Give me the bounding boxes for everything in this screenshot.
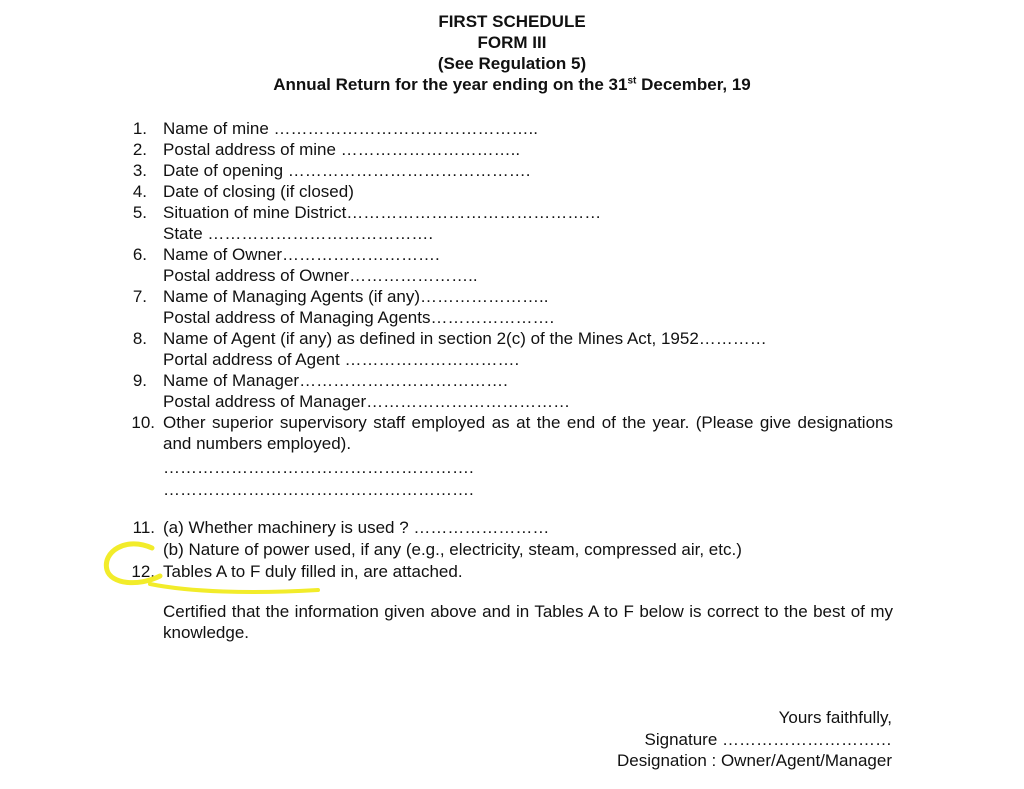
item-number: 8. bbox=[132, 329, 147, 348]
return-title-suffix: December, 19 bbox=[636, 75, 751, 94]
item-text: Postal address of Manager……………………………… bbox=[163, 392, 571, 411]
item-text: State …………………………………. bbox=[163, 224, 434, 243]
item-text: Name of Agent (if any) as defined in section 2(c) of the Mines Act, 1952………… bbox=[163, 329, 767, 348]
item-12-text: Tables A to F duly filled in, are attached. bbox=[163, 562, 463, 581]
return-title-sup: st bbox=[627, 75, 637, 87]
item-number: 4. bbox=[132, 182, 147, 201]
regulation-heading: (See Regulation 5) bbox=[437, 54, 587, 73]
item-text: Postal address of Owner………………….. bbox=[163, 266, 478, 285]
item-text: Postal address of mine ………………………….. bbox=[163, 140, 521, 159]
designation-line: Designation : Owner/Agent/Manager bbox=[617, 751, 892, 770]
item-text: Name of Manager………………………………. bbox=[163, 371, 508, 390]
form-heading: FORM III bbox=[477, 33, 547, 52]
return-title bbox=[0, 74, 1024, 95]
highlight-underline-mark bbox=[150, 584, 318, 592]
item-10-blank-2: ………………………………………………. bbox=[163, 480, 474, 499]
item-11a-text: (a) Whether machinery is used ? …………………… bbox=[163, 518, 550, 537]
item-number-10: 10. bbox=[131, 413, 155, 432]
item-number: 9. bbox=[132, 371, 147, 390]
item-text: Date of closing (if closed) bbox=[163, 182, 354, 201]
certification-text: Certified that the information given above and in Tables A to F below is correct to the best of my knowledge. bbox=[163, 602, 893, 642]
item-text: Postal address of Managing Agents…………………. bbox=[163, 308, 555, 327]
schedule-heading: FIRST SCHEDULE bbox=[438, 12, 586, 31]
item-text: Name of Owner………………………. bbox=[163, 245, 440, 264]
item-number-12: 12. bbox=[131, 562, 155, 581]
item-text: Situation of mine District……………………………………… bbox=[163, 203, 602, 222]
item-10-text: Other superior supervisory staff employed as at the end of the year. (Please give designations and numbers employed). bbox=[163, 413, 893, 453]
item-number: 3. bbox=[132, 161, 147, 180]
item-number: 7. bbox=[132, 287, 147, 306]
item-text: Name of mine ……………………………………….. bbox=[163, 119, 538, 138]
item-text: Name of Managing Agents (if any)………………….. bbox=[163, 287, 549, 306]
item-number: 1. bbox=[132, 119, 147, 138]
yours-faithfully: Yours faithfully, bbox=[778, 708, 892, 727]
item-number: 2. bbox=[132, 140, 147, 159]
item-10-blank-1: ………………………………………………. bbox=[163, 458, 474, 477]
item-number: 6. bbox=[132, 245, 147, 264]
item-text: Date of opening ……………………………………. bbox=[163, 161, 531, 180]
signature-line: Signature ………………………… bbox=[644, 730, 892, 749]
item-text: Portal address of Agent …………………………. bbox=[163, 350, 520, 369]
item-number-11: 11. bbox=[132, 518, 155, 537]
return-title-prefix: Annual Return for the year ending on the 31 bbox=[273, 75, 628, 94]
item-11b-text: (b) Nature of power used, if any (e.g., electricity, steam, compressed air, etc.) bbox=[163, 540, 742, 559]
item-number: 5. bbox=[132, 203, 147, 222]
